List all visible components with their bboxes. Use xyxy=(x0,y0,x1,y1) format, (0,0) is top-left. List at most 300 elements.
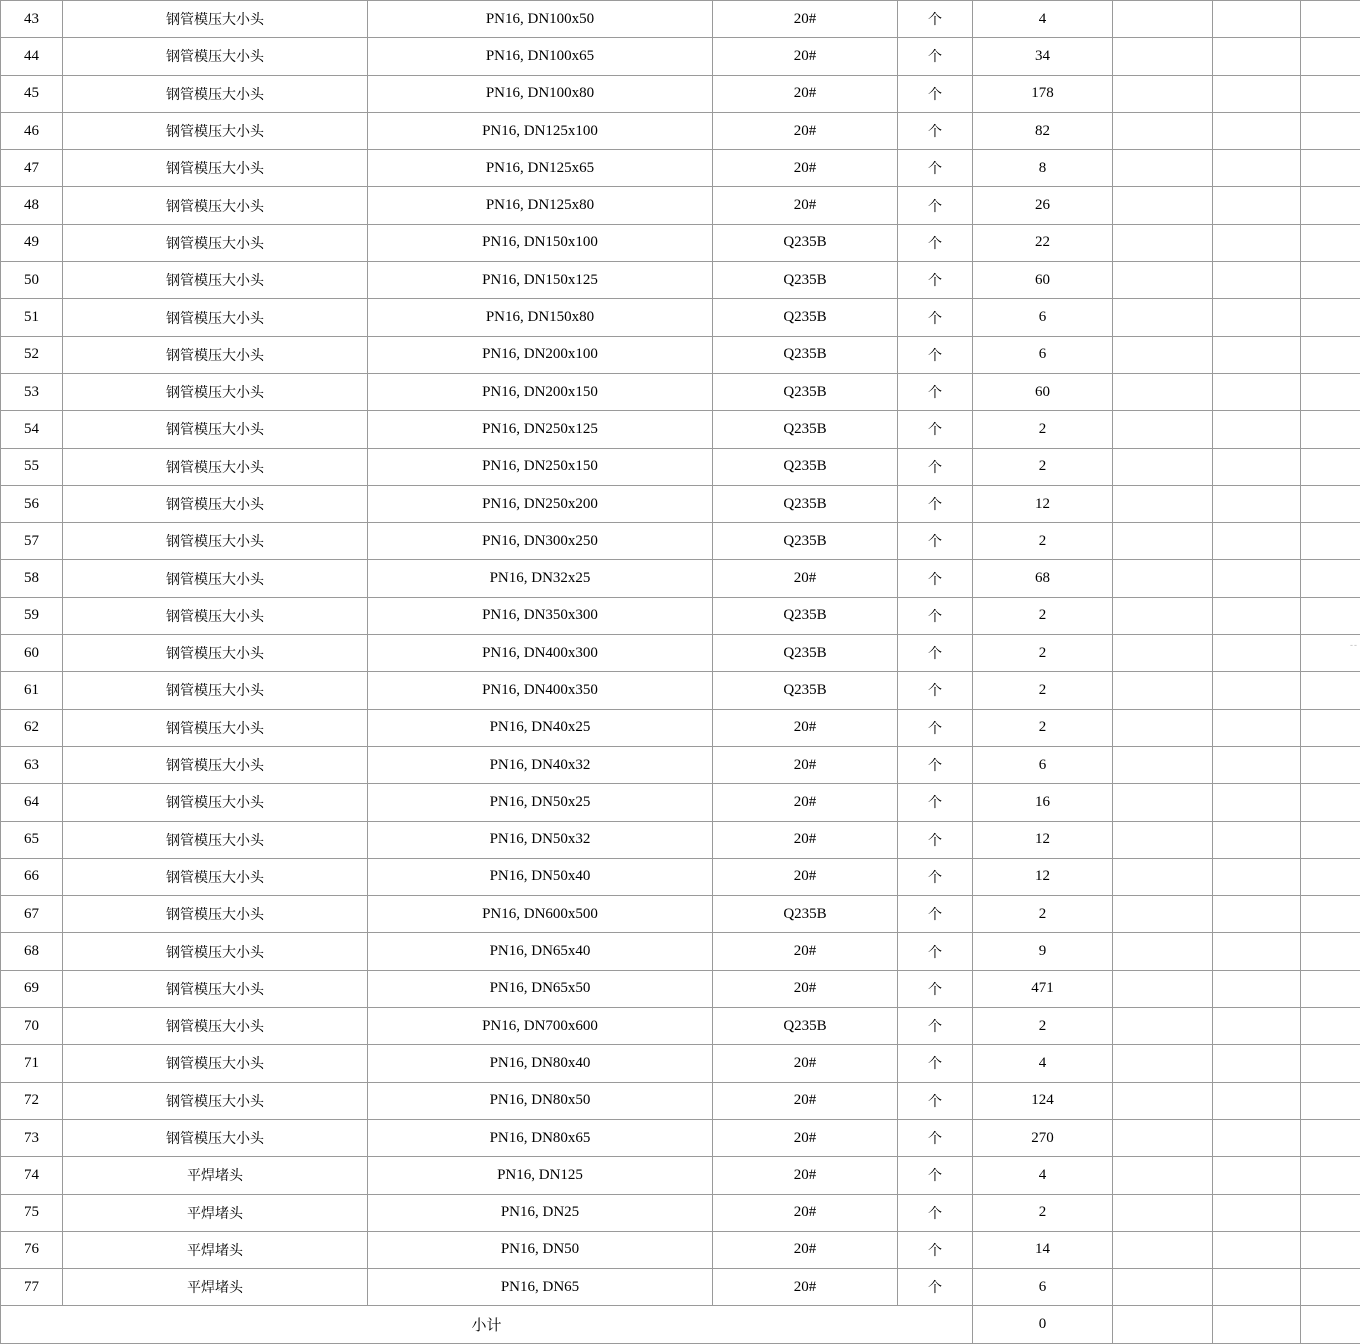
cell-quantity[interactable]: 2 xyxy=(973,597,1113,634)
cell-empty[interactable] xyxy=(1113,896,1213,933)
cell-spec[interactable]: PN16, DN50x32 xyxy=(368,821,713,858)
table-row[interactable] xyxy=(1,373,1360,410)
table-row[interactable] xyxy=(1,1045,1360,1082)
cell-material[interactable]: 20# xyxy=(713,150,898,187)
cell-spec[interactable]: PN16, DN125x100 xyxy=(368,112,713,149)
cell-empty[interactable] xyxy=(1113,262,1213,299)
cell-quantity[interactable]: 60 xyxy=(973,373,1113,410)
cell-spec[interactable]: PN16, DN65x50 xyxy=(368,970,713,1007)
cell-quantity[interactable]: 14 xyxy=(973,1231,1113,1268)
cell-empty[interactable] xyxy=(1113,485,1213,522)
cell-name[interactable]: 钢管模压大小头 xyxy=(63,784,368,821)
table-row[interactable] xyxy=(1,75,1360,112)
cell-index[interactable]: 57 xyxy=(1,523,63,560)
cell-unit[interactable]: 个 xyxy=(898,411,973,448)
cell-empty[interactable] xyxy=(1113,1008,1213,1045)
cell-material[interactable]: 20# xyxy=(713,75,898,112)
cell-empty[interactable] xyxy=(1113,299,1213,336)
cell-empty[interactable] xyxy=(1113,1231,1213,1268)
cell-empty[interactable] xyxy=(1113,597,1213,634)
cell-spec[interactable]: PN16, DN100x80 xyxy=(368,75,713,112)
cell-quantity[interactable]: 68 xyxy=(973,560,1113,597)
cell-material[interactable]: 20# xyxy=(713,1231,898,1268)
cell-empty[interactable] xyxy=(1301,1,1360,38)
cell-material[interactable]: Q235B xyxy=(713,224,898,261)
cell-empty[interactable] xyxy=(1301,112,1360,149)
table-row[interactable] xyxy=(1,523,1360,560)
cell-empty[interactable] xyxy=(1113,112,1213,149)
cell-spec[interactable]: PN16, DN700x600 xyxy=(368,1008,713,1045)
cell-empty[interactable] xyxy=(1301,75,1360,112)
cell-index[interactable]: 66 xyxy=(1,858,63,895)
cell-material[interactable]: Q235B xyxy=(713,336,898,373)
cell-empty[interactable] xyxy=(1113,523,1213,560)
cell-unit[interactable]: 个 xyxy=(898,746,973,783)
table-row[interactable] xyxy=(1,112,1360,149)
cell-empty[interactable] xyxy=(1301,411,1360,448)
cell-empty[interactable] xyxy=(1301,1157,1360,1194)
cell-material[interactable]: 20# xyxy=(713,560,898,597)
cell-empty[interactable] xyxy=(1301,1082,1360,1119)
cell-name[interactable]: 钢管模压大小头 xyxy=(63,411,368,448)
cell-spec[interactable]: PN16, DN100x50 xyxy=(368,1,713,38)
cell-material[interactable]: 20# xyxy=(713,821,898,858)
cell-name[interactable]: 钢管模压大小头 xyxy=(63,635,368,672)
table-row[interactable] xyxy=(1,1008,1360,1045)
table-row[interactable] xyxy=(1,970,1360,1007)
cell-empty[interactable] xyxy=(1213,523,1301,560)
cell-spec[interactable]: PN16, DN50x25 xyxy=(368,784,713,821)
cell-empty[interactable] xyxy=(1213,187,1301,224)
cell-unit[interactable]: 个 xyxy=(898,150,973,187)
cell-unit[interactable]: 个 xyxy=(898,784,973,821)
cell-empty[interactable] xyxy=(1213,672,1301,709)
cell-quantity[interactable]: 4 xyxy=(973,1157,1113,1194)
cell-name[interactable]: 钢管模压大小头 xyxy=(63,746,368,783)
cell-empty[interactable] xyxy=(1301,858,1360,895)
cell-empty[interactable] xyxy=(1301,896,1360,933)
cell-name[interactable]: 钢管模压大小头 xyxy=(63,1119,368,1156)
cell-empty[interactable] xyxy=(1301,672,1360,709)
cell-unit[interactable]: 个 xyxy=(898,336,973,373)
cell-index[interactable]: 49 xyxy=(1,224,63,261)
cell-name[interactable]: 平焊堵头 xyxy=(63,1194,368,1231)
cell-index[interactable]: 70 xyxy=(1,1008,63,1045)
cell-index[interactable]: 51 xyxy=(1,299,63,336)
cell-name[interactable]: 钢管模压大小头 xyxy=(63,485,368,522)
table-row[interactable] xyxy=(1,746,1360,783)
table-row[interactable] xyxy=(1,1119,1360,1156)
cell-unit[interactable]: 个 xyxy=(898,1045,973,1082)
table-row[interactable] xyxy=(1,150,1360,187)
cell-material[interactable]: 20# xyxy=(713,1,898,38)
cell-empty[interactable] xyxy=(1213,560,1301,597)
cell-index[interactable]: 48 xyxy=(1,187,63,224)
cell-material[interactable]: 20# xyxy=(713,1157,898,1194)
cell-unit[interactable]: 个 xyxy=(898,858,973,895)
cell-empty[interactable] xyxy=(1213,1157,1301,1194)
cell-empty[interactable] xyxy=(1301,597,1360,634)
cell-index[interactable]: 77 xyxy=(1,1269,63,1306)
table-row[interactable] xyxy=(1,1231,1360,1268)
cell-empty[interactable] xyxy=(1113,1157,1213,1194)
cell-material[interactable]: Q235B xyxy=(713,262,898,299)
cell-empty[interactable] xyxy=(1301,448,1360,485)
cell-name[interactable]: 钢管模压大小头 xyxy=(63,821,368,858)
table-row[interactable] xyxy=(1,597,1360,634)
cell-material[interactable]: Q235B xyxy=(713,448,898,485)
table-row[interactable] xyxy=(1,821,1360,858)
cell-quantity[interactable]: 34 xyxy=(973,38,1113,75)
cell-quantity[interactable]: 16 xyxy=(973,784,1113,821)
cell-index[interactable]: 68 xyxy=(1,933,63,970)
cell-material[interactable]: 20# xyxy=(713,970,898,1007)
cell-spec[interactable]: PN16, DN40x25 xyxy=(368,709,713,746)
cell-spec[interactable]: PN16, DN125 xyxy=(368,1157,713,1194)
cell-material[interactable]: Q235B xyxy=(713,896,898,933)
cell-material[interactable]: 20# xyxy=(713,784,898,821)
cell-index[interactable]: 63 xyxy=(1,746,63,783)
cell-empty[interactable] xyxy=(1113,821,1213,858)
cell-quantity[interactable]: 9 xyxy=(973,933,1113,970)
cell-empty[interactable] xyxy=(1213,709,1301,746)
cell-unit[interactable]: 个 xyxy=(898,75,973,112)
cell-index[interactable]: 64 xyxy=(1,784,63,821)
cell-empty[interactable] xyxy=(1113,858,1213,895)
cell-material[interactable]: 20# xyxy=(713,1082,898,1119)
cell-material[interactable]: Q235B xyxy=(713,485,898,522)
cell-name[interactable]: 钢管模压大小头 xyxy=(63,150,368,187)
cell-spec[interactable]: PN16, DN200x100 xyxy=(368,336,713,373)
cell-empty[interactable] xyxy=(1213,784,1301,821)
cell-empty[interactable] xyxy=(1113,672,1213,709)
table-row[interactable] xyxy=(1,1082,1360,1119)
cell-material[interactable]: Q235B xyxy=(713,672,898,709)
cell-empty[interactable] xyxy=(1113,560,1213,597)
table-row[interactable] xyxy=(1,262,1360,299)
cell-empty[interactable] xyxy=(1213,336,1301,373)
cell-empty[interactable] xyxy=(1301,523,1360,560)
cell-material[interactable]: Q235B xyxy=(713,523,898,560)
cell-empty[interactable] xyxy=(1301,821,1360,858)
table-row[interactable] xyxy=(1,38,1360,75)
cell-quantity[interactable]: 12 xyxy=(973,821,1113,858)
cell-empty[interactable] xyxy=(1213,1082,1301,1119)
cell-quantity[interactable]: 2 xyxy=(973,523,1113,560)
cell-unit[interactable]: 个 xyxy=(898,635,973,672)
cell-empty[interactable] xyxy=(1113,224,1213,261)
cell-name[interactable]: 钢管模压大小头 xyxy=(63,560,368,597)
cell-unit[interactable]: 个 xyxy=(898,1269,973,1306)
cell-empty[interactable] xyxy=(1213,896,1301,933)
cell-quantity[interactable]: 6 xyxy=(973,1269,1113,1306)
cell-empty[interactable] xyxy=(1301,1269,1360,1306)
cell-quantity[interactable]: 8 xyxy=(973,150,1113,187)
cell-spec[interactable]: PN16, DN300x250 xyxy=(368,523,713,560)
cell-empty[interactable] xyxy=(1113,1269,1213,1306)
cell-empty[interactable] xyxy=(1113,635,1213,672)
table-row[interactable] xyxy=(1,485,1360,522)
cell-index[interactable]: 71 xyxy=(1,1045,63,1082)
cell-index[interactable]: 69 xyxy=(1,970,63,1007)
table-row[interactable] xyxy=(1,672,1360,709)
cell-empty[interactable] xyxy=(1301,933,1360,970)
cell-empty[interactable] xyxy=(1113,1082,1213,1119)
cell-empty[interactable] xyxy=(1113,38,1213,75)
cell-empty[interactable] xyxy=(1113,1045,1213,1082)
cell-material[interactable]: Q235B xyxy=(713,373,898,410)
cell-name[interactable]: 钢管模压大小头 xyxy=(63,1045,368,1082)
cell-empty[interactable] xyxy=(1113,970,1213,1007)
table-row[interactable] xyxy=(1,1194,1360,1231)
cell-material[interactable]: Q235B xyxy=(713,299,898,336)
cell-index[interactable]: 56 xyxy=(1,485,63,522)
cell-name[interactable]: 钢管模压大小头 xyxy=(63,448,368,485)
cell-index[interactable]: 52 xyxy=(1,336,63,373)
cell-spec[interactable]: PN16, DN400x350 xyxy=(368,672,713,709)
cell-empty[interactable] xyxy=(1213,858,1301,895)
cell-name[interactable]: 钢管模压大小头 xyxy=(63,933,368,970)
cell-empty[interactable] xyxy=(1301,262,1360,299)
cell-spec[interactable]: PN16, DN200x150 xyxy=(368,373,713,410)
cell-material[interactable]: Q235B xyxy=(713,597,898,634)
cell-empty[interactable] xyxy=(1213,373,1301,410)
cell-index[interactable]: 62 xyxy=(1,709,63,746)
cell-material[interactable]: 20# xyxy=(713,933,898,970)
cell-empty[interactable] xyxy=(1213,1045,1301,1082)
cell-material[interactable]: Q235B xyxy=(713,411,898,448)
cell-empty[interactable] xyxy=(1113,448,1213,485)
table-row[interactable] xyxy=(1,1,1360,38)
cell-name[interactable]: 钢管模压大小头 xyxy=(63,262,368,299)
table-row[interactable] xyxy=(1,784,1360,821)
cell-name[interactable]: 钢管模压大小头 xyxy=(63,373,368,410)
cell-spec[interactable]: PN16, DN150x125 xyxy=(368,262,713,299)
cell-material[interactable]: Q235B xyxy=(713,1008,898,1045)
cell-material[interactable]: 20# xyxy=(713,746,898,783)
cell-name[interactable]: 钢管模压大小头 xyxy=(63,224,368,261)
cell-empty[interactable] xyxy=(1213,1269,1301,1306)
cell-name[interactable]: 钢管模压大小头 xyxy=(63,1,368,38)
cell-unit[interactable]: 个 xyxy=(898,38,973,75)
cell-spec[interactable]: PN16, DN250x200 xyxy=(368,485,713,522)
cell-empty[interactable] xyxy=(1213,1,1301,38)
cell-unit[interactable]: 个 xyxy=(898,112,973,149)
cell-empty[interactable] xyxy=(1113,1119,1213,1156)
cell-index[interactable]: 61 xyxy=(1,672,63,709)
cell-spec[interactable]: PN16, DN65x40 xyxy=(368,933,713,970)
cell-empty[interactable] xyxy=(1301,1231,1360,1268)
cell-empty[interactable] xyxy=(1301,336,1360,373)
cell-unit[interactable]: 个 xyxy=(898,821,973,858)
cell-quantity[interactable]: 2 xyxy=(973,1194,1113,1231)
cell-quantity[interactable]: 2 xyxy=(973,635,1113,672)
cell-empty[interactable] xyxy=(1301,970,1360,1007)
table-row[interactable] xyxy=(1,560,1360,597)
cell-index[interactable]: 67 xyxy=(1,896,63,933)
cell-empty[interactable] xyxy=(1113,373,1213,410)
cell-empty[interactable] xyxy=(1213,112,1301,149)
cell-name[interactable]: 平焊堵头 xyxy=(63,1231,368,1268)
cell-empty[interactable] xyxy=(1213,597,1301,634)
cell-name[interactable]: 钢管模压大小头 xyxy=(63,896,368,933)
cell-index[interactable]: 59 xyxy=(1,597,63,634)
cell-index[interactable]: 55 xyxy=(1,448,63,485)
table-row[interactable] xyxy=(1,336,1360,373)
cell-empty[interactable] xyxy=(1213,746,1301,783)
cell-name[interactable]: 钢管模压大小头 xyxy=(63,1008,368,1045)
cell-spec[interactable]: PN16, DN50 xyxy=(368,1231,713,1268)
cell-empty[interactable] xyxy=(1213,262,1301,299)
cell-index[interactable]: 53 xyxy=(1,373,63,410)
cell-empty[interactable] xyxy=(1301,187,1360,224)
cell-spec[interactable]: PN16, DN65 xyxy=(368,1269,713,1306)
cell-unit[interactable]: 个 xyxy=(898,224,973,261)
cell-empty[interactable] xyxy=(1113,784,1213,821)
cell-name[interactable]: 平焊堵头 xyxy=(63,1157,368,1194)
cell-spec[interactable]: PN16, DN25 xyxy=(368,1194,713,1231)
cell-spec[interactable]: PN16, DN80x50 xyxy=(368,1082,713,1119)
cell-empty[interactable] xyxy=(1213,1008,1301,1045)
cell-empty[interactable] xyxy=(1113,411,1213,448)
cell-empty[interactable] xyxy=(1301,38,1360,75)
table-row[interactable] xyxy=(1,858,1360,895)
cell-empty[interactable] xyxy=(1213,448,1301,485)
table-row[interactable] xyxy=(1,1157,1360,1194)
cell-quantity[interactable]: 2 xyxy=(973,448,1113,485)
cell-index[interactable]: 73 xyxy=(1,1119,63,1156)
cell-spec[interactable]: PN16, DN80x65 xyxy=(368,1119,713,1156)
cell-unit[interactable]: 个 xyxy=(898,523,973,560)
cell-empty[interactable] xyxy=(1213,1231,1301,1268)
cell-unit[interactable]: 个 xyxy=(898,709,973,746)
cell-name[interactable]: 钢管模压大小头 xyxy=(63,709,368,746)
cell-unit[interactable]: 个 xyxy=(898,970,973,1007)
cell-empty[interactable] xyxy=(1113,1,1213,38)
table-row[interactable] xyxy=(1,933,1360,970)
cell-quantity[interactable]: 178 xyxy=(973,75,1113,112)
cell-spec[interactable]: PN16, DN125x65 xyxy=(368,150,713,187)
cell-empty[interactable] xyxy=(1301,224,1360,261)
cell-index[interactable]: 54 xyxy=(1,411,63,448)
cell-quantity[interactable]: 2 xyxy=(973,1008,1113,1045)
cell-index[interactable]: 65 xyxy=(1,821,63,858)
table-row[interactable] xyxy=(1,635,1360,672)
cell-spec[interactable]: PN16, DN40x32 xyxy=(368,746,713,783)
cell-empty[interactable] xyxy=(1113,1194,1213,1231)
cell-empty[interactable] xyxy=(1213,933,1301,970)
cell-unit[interactable]: 个 xyxy=(898,672,973,709)
cell-quantity[interactable]: 6 xyxy=(973,336,1113,373)
cell-empty[interactable] xyxy=(1113,336,1213,373)
cell-empty[interactable] xyxy=(1213,75,1301,112)
cell-empty[interactable] xyxy=(1301,784,1360,821)
cell-index[interactable]: 44 xyxy=(1,38,63,75)
cell-name[interactable]: 钢管模压大小头 xyxy=(63,1082,368,1119)
cell-material[interactable]: 20# xyxy=(713,1119,898,1156)
cell-unit[interactable]: 个 xyxy=(898,1119,973,1156)
cell-material[interactable]: 20# xyxy=(713,187,898,224)
cell-empty[interactable] xyxy=(1301,1008,1360,1045)
cell-index[interactable]: 45 xyxy=(1,75,63,112)
cell-spec[interactable]: PN16, DN50x40 xyxy=(368,858,713,895)
cell-empty[interactable] xyxy=(1301,746,1360,783)
cell-unit[interactable]: 个 xyxy=(898,299,973,336)
cell-unit[interactable]: 个 xyxy=(898,1194,973,1231)
cell-quantity[interactable]: 2 xyxy=(973,896,1113,933)
cell-empty[interactable] xyxy=(1301,485,1360,522)
cell-empty[interactable] xyxy=(1213,485,1301,522)
cell-unit[interactable]: 个 xyxy=(898,1082,973,1119)
cell-name[interactable]: 钢管模压大小头 xyxy=(63,187,368,224)
cell-index[interactable]: 60 xyxy=(1,635,63,672)
cell-quantity[interactable]: 12 xyxy=(973,858,1113,895)
cell-quantity[interactable]: 22 xyxy=(973,224,1113,261)
cell-quantity[interactable]: 4 xyxy=(973,1045,1113,1082)
cell-name[interactable]: 钢管模压大小头 xyxy=(63,970,368,1007)
table-row[interactable] xyxy=(1,448,1360,485)
cell-index[interactable]: 46 xyxy=(1,112,63,149)
cell-quantity[interactable]: 2 xyxy=(973,709,1113,746)
cell-quantity[interactable]: 2 xyxy=(973,411,1113,448)
cell-name[interactable]: 钢管模压大小头 xyxy=(63,336,368,373)
cell-empty[interactable] xyxy=(1213,970,1301,1007)
table-row[interactable] xyxy=(1,187,1360,224)
table-row[interactable] xyxy=(1,299,1360,336)
table-row[interactable] xyxy=(1,411,1360,448)
cell-index[interactable]: 50 xyxy=(1,262,63,299)
cell-material[interactable]: 20# xyxy=(713,1045,898,1082)
cell-index[interactable]: 47 xyxy=(1,150,63,187)
cell-empty[interactable] xyxy=(1213,635,1301,672)
table-row[interactable] xyxy=(1,896,1360,933)
cell-unit[interactable]: 个 xyxy=(898,933,973,970)
cell-name[interactable]: 钢管模压大小头 xyxy=(63,858,368,895)
cell-quantity[interactable]: 26 xyxy=(973,187,1113,224)
cell-spec[interactable]: PN16, DN150x80 xyxy=(368,299,713,336)
cell-empty[interactable] xyxy=(1301,373,1360,410)
cell-empty[interactable] xyxy=(1213,224,1301,261)
cell-empty[interactable] xyxy=(1301,1119,1360,1156)
cell-index[interactable]: 74 xyxy=(1,1157,63,1194)
cell-material[interactable]: 20# xyxy=(713,709,898,746)
cell-material[interactable]: 20# xyxy=(713,112,898,149)
cell-name[interactable]: 钢管模压大小头 xyxy=(63,672,368,709)
cell-spec[interactable]: PN16, DN80x40 xyxy=(368,1045,713,1082)
cell-unit[interactable]: 个 xyxy=(898,1008,973,1045)
cell-quantity[interactable]: 124 xyxy=(973,1082,1113,1119)
cell-empty[interactable] xyxy=(1301,560,1360,597)
cell-empty[interactable] xyxy=(1113,933,1213,970)
cell-material[interactable]: 20# xyxy=(713,1269,898,1306)
cell-quantity[interactable]: 270 xyxy=(973,1119,1113,1156)
cell-spec[interactable]: PN16, DN150x100 xyxy=(368,224,713,261)
cell-empty[interactable] xyxy=(1213,821,1301,858)
cell-unit[interactable]: 个 xyxy=(898,373,973,410)
cell-quantity[interactable]: 60 xyxy=(973,262,1113,299)
cell-name[interactable]: 钢管模压大小头 xyxy=(63,299,368,336)
table-row[interactable] xyxy=(1,224,1360,261)
cell-empty[interactable] xyxy=(1113,746,1213,783)
cell-empty[interactable] xyxy=(1113,709,1213,746)
cell-material[interactable]: 20# xyxy=(713,858,898,895)
cell-spec[interactable]: PN16, DN250x125 xyxy=(368,411,713,448)
cell-empty[interactable] xyxy=(1113,75,1213,112)
cell-spec[interactable]: PN16, DN600x500 xyxy=(368,896,713,933)
cell-material[interactable]: 20# xyxy=(713,1194,898,1231)
cell-spec[interactable]: PN16, DN125x80 xyxy=(368,187,713,224)
cell-quantity[interactable]: 6 xyxy=(973,746,1113,783)
